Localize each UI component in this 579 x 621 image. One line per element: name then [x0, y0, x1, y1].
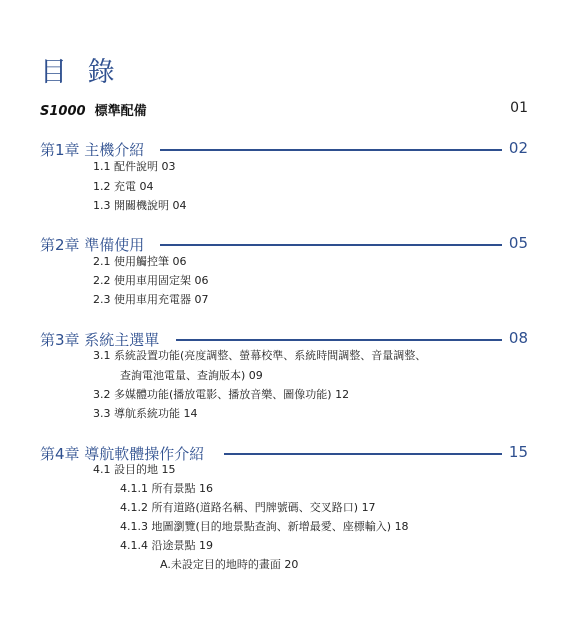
- toc-entry-2-3: 2.3 使用車用充電器 07: [93, 293, 209, 306]
- toc-entry-4-1-4-a: A.未設定目的地時的畫面 20: [160, 558, 299, 571]
- chapter-3-page: 08: [503, 329, 528, 347]
- toc-entry-3-3: 3.3 導航系統功能 14: [93, 407, 198, 420]
- chapter-4-heading: [40, 443, 528, 463]
- chapter-1-rule: [160, 149, 502, 151]
- standard-equipment-text: 標準配備: [94, 104, 147, 119]
- chapter-2-rule: [160, 244, 502, 246]
- chapter-2-heading: [40, 234, 528, 254]
- toc-entry-4-1-4: 4.1.4 沿途景點 19: [120, 539, 213, 552]
- toc-entry-4-1: 4.1 設目的地 15: [93, 463, 176, 476]
- chapter-3-heading: [40, 329, 528, 349]
- toc-entry-1-1: 1.1 配件說明 03: [93, 160, 176, 173]
- toc-entry-1-3: 1.3 開關機說明 04: [93, 199, 187, 212]
- chapter-2-title: 第2章 準備使用: [40, 234, 152, 255]
- standard-equipment-page: 01: [510, 100, 528, 116]
- chapter-4-rule: [224, 453, 502, 455]
- page-title: 目 錄: [40, 57, 121, 88]
- toc-entry-2-2: 2.2 使用車用固定架 06: [93, 274, 209, 287]
- toc-entry-2-1: 2.1 使用觸控筆 06: [93, 255, 187, 268]
- model-name: S1000: [40, 104, 86, 119]
- chapter-4-page: 15: [503, 443, 528, 461]
- standard-equipment-row: [40, 100, 528, 120]
- chapter-1-title: 第1章 主機介紹: [40, 139, 152, 160]
- toc-entry-1-2: 1.2 充電 04: [93, 180, 154, 193]
- toc-entry-4-1-2: 4.1.2 所有道路(道路名稱、門牌號碼、交叉路口) 17: [120, 501, 376, 514]
- standard-equipment-label: [40, 100, 147, 119]
- toc-entry-3-2: 3.2 多媒體功能(播放電影、播放音樂、圖像功能) 12: [93, 388, 350, 401]
- chapter-1-page: 02: [503, 139, 528, 157]
- toc-entry-4-1-1: 4.1.1 所有景點 16: [120, 482, 213, 495]
- chapter-1-heading: [40, 139, 528, 159]
- toc-entry-3-1-cont: 查詢電池電量、查詢版本) 09: [120, 369, 263, 382]
- chapter-4-title: 第4章 導航軟體操作介紹: [40, 443, 212, 464]
- toc-entry-4-1-3: 4.1.3 地圖瀏覽(目的地景點查詢、新增最愛、座標輸入) 18: [120, 520, 409, 533]
- chapter-3-title: 第3章 系統主選單: [40, 329, 167, 350]
- chapter-2-page: 05: [503, 234, 528, 252]
- toc-entry-3-1: 3.1 系統設置功能(亮度調整、螢幕校準、系統時間調整、音量調整、: [93, 349, 427, 362]
- chapter-3-rule: [176, 339, 502, 341]
